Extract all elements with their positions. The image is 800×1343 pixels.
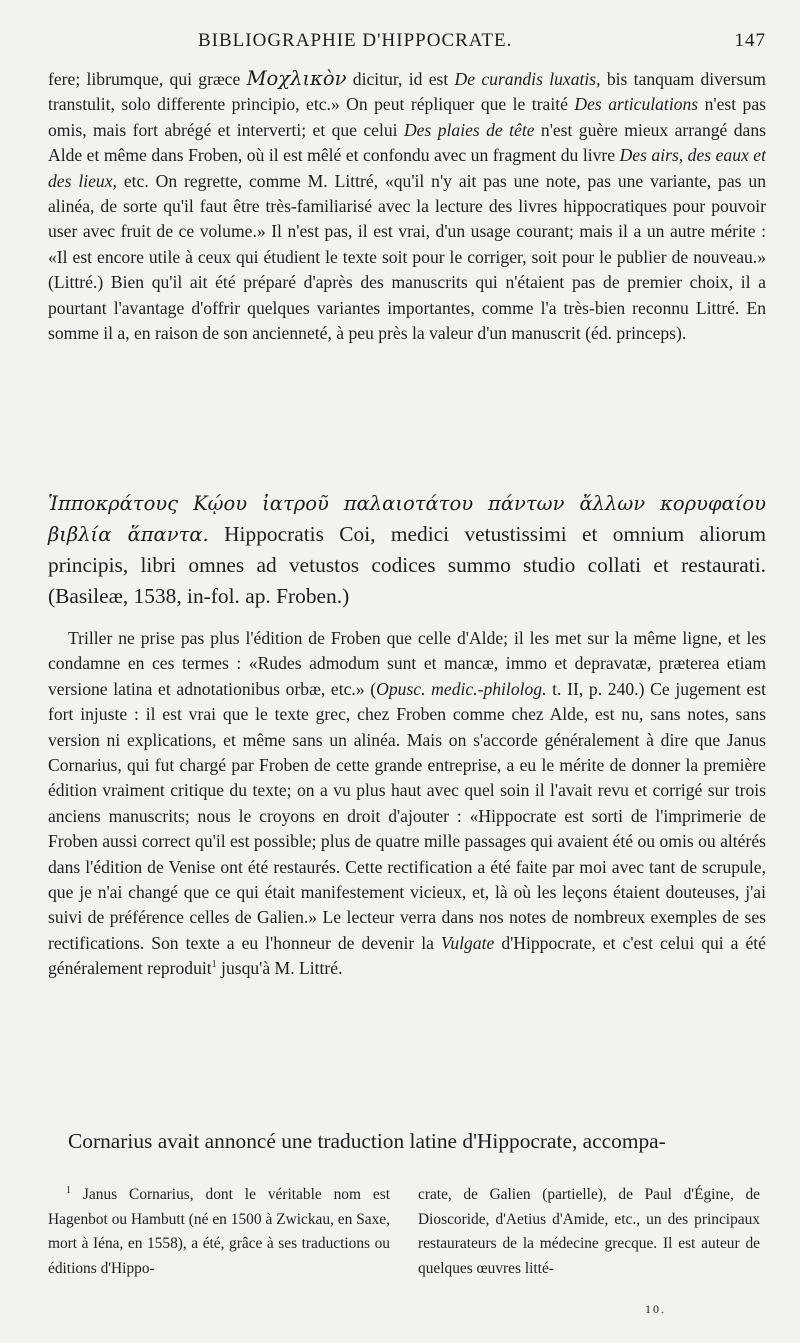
running-title: BIBLIOGRAPHIE D'HIPPOCRATE. — [198, 30, 513, 51]
paragraph-1 — [48, 66, 766, 346]
greek-title: Ἱπποκράτους Κῴου ἰατροῦ παλαιοτάτου πάντων ἄλλων κορυφαίου βιβλία ἅπαντα. — [48, 492, 766, 546]
text-span: n'est guère mieux arrangé dans Alde et même dans Froben, où il est mêlé et confondu avec un fragment du livre — [48, 119, 766, 166]
text-span: bis tanquam diversum transtulit, solo differente principio, etc.» On peut répliquer que le traité — [48, 69, 766, 115]
text-span: t. II, p. 240.) Ce jugement est fort injuste : il est vrai que le texte grec, chez Froben comme chez Alde, est nu, sans notes, sans version ni explications, et même sans un alinéa. Mais on s'accorde généralement à dire que Janus Cornarius, qui fut chargé par Froben de cette grande entreprise, a eu le mérite de donner la première édition vraiment critique du texte; on a vu plus haut avec quel soin il l'avait revu et corrigé sur trois anciens manuscrits; nous le croyons en droit d'ajouter : «Hippocrate est sorti de l'imprimerie de Froben aussi correct qu'il est possible; plus de quatre mille passages qui avaient été ou omis ou altérés dans l'édition de Venise ont été restaurés. Cette rectification a été faite par moi avec tant de scrupule, que je n'ai changé que ce qui était manifestement vicieux, et, là où les leçons étaient douteuses, j'ai suivi de préférence celles de Galien.» Le lecteur verra dans nos notes de nombreux exemples de ses rectifications. Son texte a eu l'honneur de devenir la — [48, 678, 766, 953]
text-span: n'est pas omis, mais fort abrégé et interverti; et que celui — [48, 94, 767, 140]
signature-mark: 10. — [645, 1302, 666, 1316]
footnote-reference: 1 — [211, 959, 217, 971]
bibliography-entry — [48, 488, 766, 612]
text-span: fere; librumque, qui græce — [48, 69, 247, 89]
italic-term: Vulgate — [440, 932, 495, 953]
footnote-left-column — [48, 1183, 390, 1281]
footnote-text — [48, 1183, 390, 1281]
italic-title: Des plaies de tête — [403, 119, 535, 140]
text-span: jusqu'à M. Littré. — [216, 958, 343, 979]
italic-reference: Opusc. medic.-philolog. — [376, 678, 547, 699]
text-span: dicitur, id est — [346, 69, 455, 89]
latin-title: Hippocratis Coi, medici vetustissimi et omnium aliorum principis, libri omnes ad vetustos codices summo studio collati et restaurati. (Basileæ, 1538, in-fol. ap. Froben.) — [48, 522, 766, 608]
footnote-marker: 1 — [66, 1184, 71, 1196]
page-number: 147 — [734, 30, 766, 51]
italic-title: Des airs, des eaux et des lieux, — [48, 145, 767, 191]
text-span: d'Hippocrate, et c'est celui qui a été généralement reproduit — [48, 932, 766, 979]
italic-title: Des articulations — [574, 94, 699, 115]
footnote-right-column: crate, de Galien (partielle), de Paul d'Égine, de Dioscoride, d'Aetius d'Amide, etc., un des principaux restaurateurs de la médecine grecque. Il est auteur de quelques œuvres litté- — [418, 1186, 760, 1277]
greek-word: Μοχλικὸν — [246, 67, 347, 90]
text-span: etc. On regrette, comme M. Littré, «qu'il n'y ait pas une note, pas une variante, pas un alinéa, de sorte qu'il faut être très-familiarisé avec la lecture des livres hippocratiques pour pouvoir user avec fruit de ce volume.» Il n'est pas, il est vrai, d'un usage courant; mais il a un autre mérite : «Il est encore utile à ceux qui étudient le texte soit pour le corriger, soit pour le publier de nouveau.» (Littré.) Bien qu'il ait été préparé d'après des manuscrits qui n'étaient pas de premier choix, il a pourtant l'avantage d'offrir quelques variantes importantes, comme l'a très-bien reconnu Littré. En somme il a, en raison de son ancienneté, à peu près la valeur d'un manuscrit (éd. princeps). — [48, 170, 766, 344]
footnote-left-text: Janus Cornarius, dont le véritable nom est Hagenbot ou Hambutt (né en 1500 à Zwickau, en Saxe, mort à Iéna, en 1558), a été, grâce à ses traductions ou éditions d'Hippo- — [48, 1186, 390, 1277]
paragraph-2 — [48, 626, 766, 982]
italic-title: De curandis luxatis, — [454, 69, 601, 89]
running-head — [48, 30, 766, 56]
text-span: Triller ne prise pas plus l'édition de Froben que celle d'Alde; il les met sur la même ligne, et les condamne en ces termes : «Rudes admodum sunt et mancæ, immo et depravatæ, præterea etiam versione latina et adnotationibus orbæ, etc.» ( — [48, 628, 766, 699]
paragraph-3: Cornarius avait annoncé une traduction latine d'Hippocrate, accompa- — [68, 1129, 666, 1153]
